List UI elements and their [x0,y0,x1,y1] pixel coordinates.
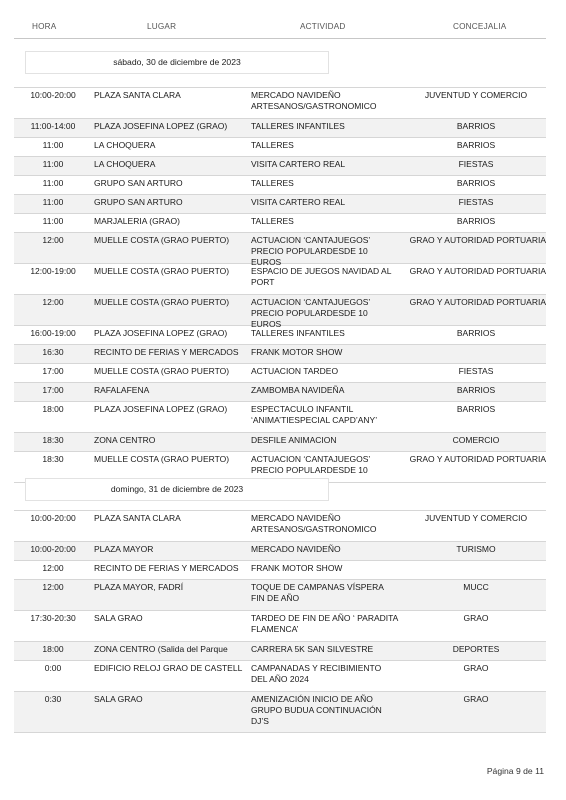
cell-lugar: PLAZA MAYOR, FADRÍ [94,582,184,592]
cell-hora: 12:00-19:00 [30,266,76,276]
table-row [14,295,546,329]
cell-hora: 12:00 [42,297,64,307]
cell-lugar: LA CHOQUERA [94,159,156,169]
cell-concejalia: COMERCIO [452,435,500,445]
cell-concejalia: BARRIOS [456,140,496,150]
cell-concejalia: FIESTAS [458,366,494,376]
cell-hora: 12:00 [42,582,64,592]
cell-actividad: MERCADO NAVIDEÑO ARTESANOS/GASTRONOMICO [251,90,377,111]
table-row [14,88,546,119]
cell-lugar: PLAZA JOSEFINA LOPEZ (GRAO) [94,404,228,414]
table-row [14,195,546,214]
cell-concejalia: GRAO [463,613,489,623]
cell-lugar: ZONA CENTRO [94,435,156,445]
cell-hora: 11:00-14:00 [30,121,76,131]
cell-lugar: SALA GRAO [94,613,143,623]
table-row [14,542,546,561]
header-actividad: ACTIVIDAD [300,22,346,31]
schedule-table [14,510,546,733]
table-row [14,561,546,580]
cell-concejalia: BARRIOS [456,121,496,131]
cell-hora: 16:30 [42,347,64,357]
cell-lugar: PLAZA SANTA CLARA [94,513,181,523]
cell-lugar: GRUPO SAN ARTURO [94,178,183,188]
cell-concejalia: FIESTAS [458,197,494,207]
cell-concejalia: FIESTAS [458,159,494,169]
table-row [14,383,546,402]
table-row [14,402,546,433]
cell-actividad: TALLERES [251,178,294,188]
cell-actividad: AMENIZACIÓN INICIO DE AÑO GRUPO BUDUA CONTINUACIÓN DJ’S [251,694,382,726]
cell-actividad: ZAMBOMBA NAVIDEÑA [251,385,345,395]
cell-concejalia: JUVENTUD Y COMERCIO [424,90,528,100]
cell-actividad: TARDEO DE FIN DE AÑO ‘ PARADITA FLAMENCA’ [251,613,398,634]
table-row [14,511,546,542]
cell-hora: 16:00-19:00 [30,328,76,338]
cell-actividad: ACTUACION ‘CANTAJUEGOS’ PRECIO POPULARDESDE 10 [251,454,371,475]
cell-concejalia: TURISMO [456,544,496,554]
cell-hora: 18:00 [42,644,64,654]
cell-lugar: RECINTO DE FERIAS Y MERCADOS [94,347,239,357]
cell-lugar: PLAZA JOSEFINA LOPEZ (GRAO) [94,121,228,131]
cell-hora: 18:00 [42,404,64,414]
cell-actividad: VISITA CARTERO REAL [251,159,346,169]
cell-hora: 11:00 [42,197,64,207]
cell-hora: 11:00 [42,159,64,169]
cell-actividad: CAMPANADAS Y RECIBIMIENTO DEL AÑO 2024 [251,663,382,684]
cell-lugar: MUELLE COSTA (GRAO PUERTO) [94,454,230,464]
header-concejalia: CONCEJALIA [453,22,507,31]
cell-actividad: ESPECTACULO INFANTIL ‘ANIMA’TIESPECIAL CAPD’ANY’ [251,404,378,425]
cell-actividad: ACTUACION TARDEO [251,366,339,376]
table-row [14,345,546,364]
cell-hora: 17:00 [42,385,64,395]
cell-lugar: MUELLE COSTA (GRAO PUERTO) [94,366,230,376]
table-row [14,611,546,642]
header-lugar: LUGAR [147,22,177,31]
cell-lugar: MUELLE COSTA (GRAO PUERTO) [94,266,230,276]
cell-concejalia: BARRIOS [456,328,496,338]
cell-concejalia: JUVENTUD Y COMERCIO [424,513,528,523]
table-row [14,692,546,733]
cell-actividad: MERCADO NAVIDEÑO ARTESANOS/GASTRONOMICO [251,513,377,534]
table-row [14,119,546,138]
header-hora: HORA [32,22,57,31]
table-row [14,176,546,195]
table-row [14,580,546,611]
cell-actividad: DESFILE ANIMACION [251,435,337,445]
cell-hora: 0:30 [44,694,62,704]
cell-lugar: MUELLE COSTA (GRAO PUERTO) [94,297,230,307]
table-row [14,233,546,267]
cell-concejalia: BARRIOS [456,385,496,395]
cell-concejalia: GRAO Y AUTORIDAD PORTUARIA [409,266,546,276]
cell-concejalia: GRAO Y AUTORIDAD PORTUARIA [409,454,546,464]
cell-hora: 11:00 [42,140,64,150]
table-row [14,661,546,692]
cell-lugar: MUELLE COSTA (GRAO PUERTO) [94,235,230,245]
cell-actividad: CARRERA 5K SAN SILVESTRE [251,644,374,654]
cell-lugar: LA CHOQUERA [94,140,156,150]
cell-lugar: ZONA CENTRO (Salida del Parque [94,644,228,654]
cell-actividad: VISITA CARTERO REAL [251,197,346,207]
cell-actividad: TALLERES [251,216,294,226]
cell-hora: 12:00 [42,235,64,245]
cell-actividad: TALLERES [251,140,294,150]
cell-actividad: TALLERES INFANTILES [251,328,345,338]
page-number: Página 9 de 11 [486,766,544,776]
cell-concejalia: GRAO Y AUTORIDAD PORTUARIA [409,235,546,245]
cell-hora: 11:00 [42,178,64,188]
cell-hora: 11:00 [42,216,64,226]
table-row [14,364,546,383]
cell-lugar: RECINTO DE FERIAS Y MERCADOS [94,563,239,573]
table-row [14,214,546,233]
cell-hora: 10:00-20:00 [30,544,76,554]
day-heading: domingo, 31 de diciembre de 2023 [25,478,329,501]
cell-hora: 18:30 [42,454,64,464]
cell-actividad: MERCADO NAVIDEÑO [251,544,341,554]
cell-lugar: PLAZA SANTA CLARA [94,90,181,100]
table-row [14,326,546,345]
cell-concejalia: BARRIOS [456,178,496,188]
table-row [14,138,546,157]
table-header [14,0,546,39]
cell-concejalia: MUCC [463,582,489,592]
cell-actividad: ACTUACION ‘CANTAJUEGOS’ PRECIO POPULARDESDE 10 EUROS [251,297,371,329]
cell-hora: 18:30 [42,435,64,445]
cell-hora: 12:00 [42,563,64,573]
cell-lugar: RAFALAFENA [94,385,150,395]
cell-actividad: FRANK MOTOR SHOW [251,347,343,357]
cell-actividad: ESPACIO DE JUEGOS NAVIDAD AL PORT [251,266,392,287]
cell-hora: 0:00 [44,663,62,673]
table-row [14,157,546,176]
cell-lugar: GRUPO SAN ARTURO [94,197,183,207]
cell-actividad: TOQUE DE CAMPANAS VÍSPERA FIN DE AÑO [251,582,384,603]
cell-lugar: PLAZA MAYOR [94,544,154,554]
cell-lugar: EDIFICIO RELOJ GRAO DE CASTELL [94,663,243,673]
cell-lugar: SALA GRAO [94,694,143,704]
table-row [14,433,546,452]
cell-concejalia: GRAO [463,694,489,704]
cell-hora: 17:00 [42,366,64,376]
cell-concejalia: BARRIOS [456,216,496,226]
cell-hora: 10:00-20:00 [30,90,76,100]
cell-lugar: PLAZA JOSEFINA LOPEZ (GRAO) [94,328,228,338]
cell-concejalia: DEPORTES [452,644,500,654]
table-row [14,642,546,661]
cell-actividad: TALLERES INFANTILES [251,121,345,131]
cell-concejalia: BARRIOS [456,404,496,414]
schedule-table [14,87,546,483]
table-row [14,264,546,295]
day-heading: sábado, 30 de diciembre de 2023 [25,51,329,74]
cell-concejalia: GRAO [463,663,489,673]
cell-hora: 17:30-20:30 [30,613,76,623]
cell-hora: 10:00-20:00 [30,513,76,523]
cell-lugar: MARJALERIA (GRAO) [94,216,180,226]
cell-concejalia: GRAO Y AUTORIDAD PORTUARIA [409,297,546,307]
cell-actividad: FRANK MOTOR SHOW [251,563,343,573]
cell-actividad: ACTUACION ‘CANTAJUEGOS’ PRECIO POPULARDESDE 10 EUROS [251,235,371,267]
